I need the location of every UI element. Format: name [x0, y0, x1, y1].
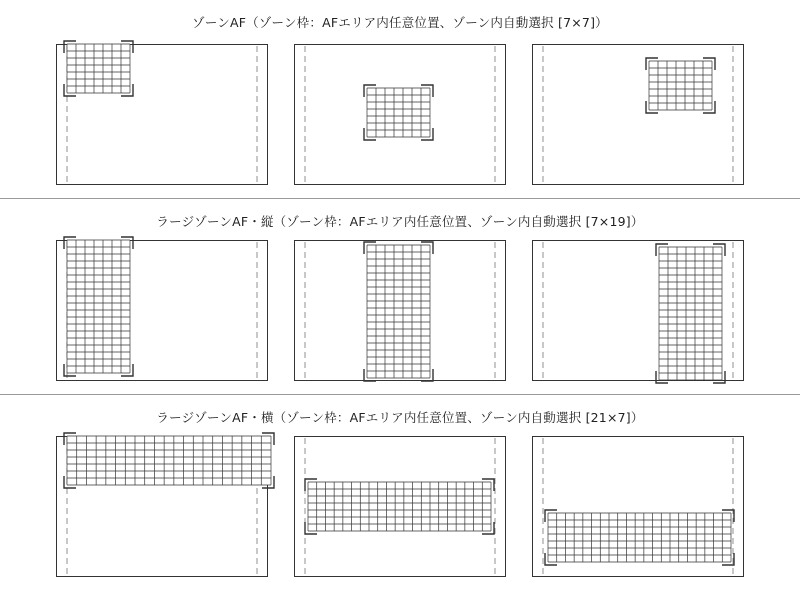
zone-background	[659, 247, 722, 380]
section-title-large-zone-horizontal: ラージゾーンAF・横（ゾーン枠：AFエリア内任意位置、ゾーン内自動選択 [21×7]）	[156, 410, 644, 425]
zone-background	[367, 245, 430, 378]
section-title-zone-af: ゾーンAF（ゾーン枠：AFエリア内任意位置、ゾーン内自動選択 [7×7]）	[192, 15, 608, 30]
zone-background	[67, 240, 130, 373]
section-title-large-zone-vertical: ラージゾーンAF・縦（ゾーン枠：AFエリア内任意位置、ゾーン内自動選択 [7×19]）	[156, 214, 644, 229]
